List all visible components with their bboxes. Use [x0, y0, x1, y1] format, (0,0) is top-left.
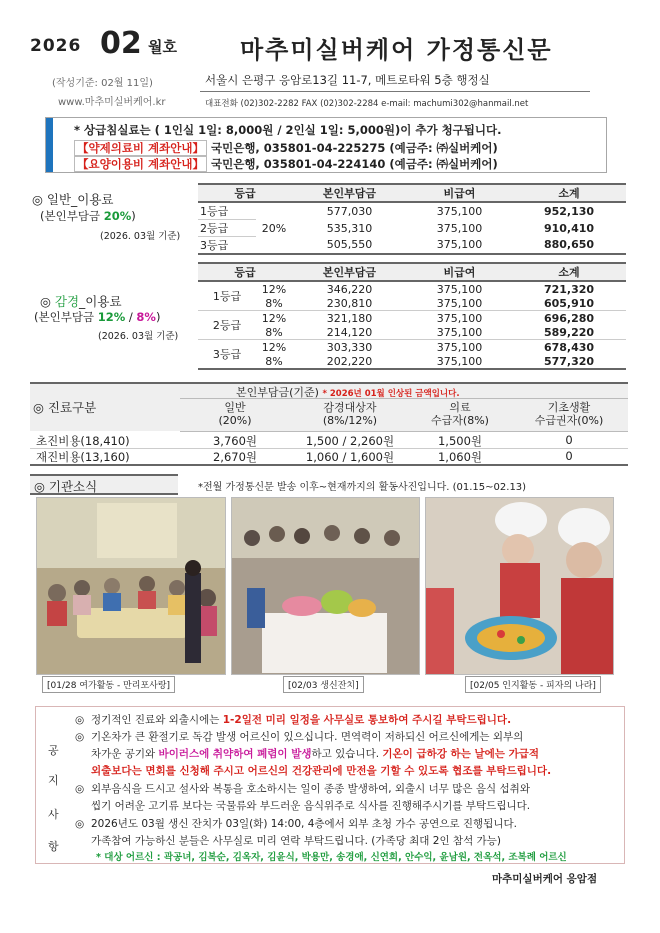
subtotal: 589,220 — [543, 325, 595, 339]
reduced-fee-table — [198, 262, 626, 370]
subtotal: 605,910 — [543, 296, 595, 310]
announcement-text: 바이러스에 취약하여 폐렴이 발생 — [158, 748, 312, 760]
reduced-fee-subtitle — [34, 309, 160, 325]
self-pay: 202,220 — [326, 354, 373, 368]
clinic-super-text: 본인부담금(기준) — [236, 386, 319, 399]
medicine-account-label: 【약제의료비 계좌안내】 — [74, 140, 207, 156]
photo-birthday — [231, 497, 420, 675]
grade: 1등급 — [198, 202, 256, 220]
announcement-line — [75, 763, 551, 778]
care-account-label: 【요양이용비 계좌안내】 — [74, 156, 207, 172]
announcement-text: 씹기 어려운 고기류 보다는 국물류와 부드러운 음식위주로 식사를 진행해주시기를 부탁드립니다. — [91, 800, 531, 812]
newsletter-year: 2026 — [30, 36, 82, 56]
announcement-bullet: ◎ — [75, 783, 85, 795]
newsletter-title: 마추미실버케어 가정통신문 — [240, 36, 553, 64]
self-pay: 505,550 — [326, 238, 373, 252]
clinic-val: 3,760원 — [212, 434, 258, 448]
side-char: 공 — [48, 744, 59, 757]
subtotal: 696,280 — [543, 311, 595, 325]
clinic-section — [30, 382, 628, 466]
subtotal: 577,320 — [543, 354, 595, 368]
non-covered: 375,100 — [436, 354, 483, 368]
announcement-line — [75, 798, 530, 813]
announcement-text: 하고 있습니다. — [311, 748, 383, 760]
clinic-row-label: 재진비용(13,160) — [36, 450, 130, 464]
table-row — [198, 354, 626, 369]
non-covered: 375,100 — [436, 238, 483, 252]
clinic-title: ◎ 진료구분 — [33, 400, 97, 415]
clinic-val: 1,500원 — [437, 434, 483, 448]
clinic-super-title — [236, 384, 460, 400]
medicine-account-text: 국민은행, 035801-04-225275 (예금주: ㈜실버케어) — [206, 141, 498, 155]
clinic-col-basic: 기초생활 수급권자(0%) — [534, 401, 604, 427]
reduced-sub-pct1: 12% — [97, 310, 126, 324]
clinic-super-note: * 2026년 01월 인상된 금액입니다. — [322, 389, 460, 399]
self-pay: 321,180 — [326, 311, 373, 325]
news-note: *전월 가정통신문 발송 이후~현재까지의 활동사진입니다. (01.15~02.13) — [198, 482, 527, 493]
subtotal: 880,650 — [543, 238, 595, 252]
contact-info: 대표전화 (02)302-2282 FAX (02)302-2284 e-mail: machumi302@hanmail.net — [205, 99, 529, 109]
clinic-val: 1,500 / 2,260원 — [305, 434, 395, 448]
announcement-text: 외부음식을 드시고 설사와 복통을 호소하시는 일이 종종 발생하여, 외출시 너무 많은 음식 섭취와 — [91, 783, 530, 795]
notice-box — [45, 117, 607, 173]
photo-leisure — [36, 497, 226, 675]
table-row — [198, 281, 626, 296]
col-non: 비급여 — [407, 263, 512, 281]
rate: 12% — [261, 311, 287, 325]
grade: 3등급 — [212, 348, 242, 361]
care-account-text: 국민은행, 035801-04-224140 (예금주: ㈜실버케어) — [206, 157, 498, 171]
table-row — [198, 296, 626, 311]
photo-cognitive-image — [426, 498, 613, 674]
news-title: ◎ 기관소식 — [34, 479, 98, 494]
subtotal: 678,430 — [543, 340, 595, 354]
side-char: 항 — [48, 840, 59, 853]
self-pay: 230,810 — [326, 296, 373, 310]
subtotal: 721,320 — [543, 282, 595, 296]
announcement-bullet: ◎ — [75, 714, 85, 726]
general-sub-pct: 20% — [103, 209, 132, 223]
col-total: 소계 — [512, 184, 626, 202]
subtotal: 910,410 — [543, 221, 595, 235]
self-pay: 535,310 — [326, 221, 373, 235]
footer-branch: 마추미실버케어 응암점 — [492, 873, 598, 885]
basis-date: (작성기준: 02월 11일) — [52, 78, 153, 89]
announcement-text: * 대상 어르신 : 곽공녀, 김복순, 김옥자, 김윤식, 박용만, 송경애, 신연희, 안수익, 윤남원, 전옥석, 조복례 어르신 — [96, 852, 567, 863]
reduced-sub-prefix: (본인부담금 — [34, 310, 98, 324]
table-row — [198, 325, 626, 340]
announcement-line — [75, 781, 530, 796]
rate: 12% — [261, 340, 287, 354]
reduced-sub-pct2: 8% — [136, 310, 156, 324]
general-fee-title: ◎ 일반_이용료 — [32, 192, 114, 207]
announcement-text: 차가운 공기와 — [91, 748, 159, 760]
reduced-sub-sep: / — [125, 310, 137, 324]
clinic-val: 1,060원 — [437, 450, 483, 464]
general-fee-header — [198, 184, 626, 202]
announcement-line — [75, 712, 511, 727]
announcement-text: 1-2일전 미리 일정을 사무실로 통보하여 주시길 부탁드립니다. — [222, 714, 512, 726]
rate: 12% — [261, 282, 287, 296]
grade: 2등급 — [198, 220, 256, 237]
side-char: 지 — [48, 774, 59, 787]
non-covered: 375,100 — [436, 340, 483, 354]
photo-cognitive — [425, 497, 614, 675]
rate: 8% — [265, 354, 283, 368]
clinic-col-reduced: 감경대상자 (8%/12%) — [322, 401, 378, 427]
announcement-bullet: ◎ — [75, 818, 85, 830]
photo-leisure-image — [37, 498, 225, 674]
clinic-val: 1,060 / 1,600원 — [305, 450, 395, 464]
grade: 2등급 — [198, 311, 256, 340]
medicine-account — [74, 140, 498, 156]
clinic-row-label: 초진비용(18,410) — [36, 434, 130, 448]
clinic-col-general: 일반 (20%) — [218, 401, 252, 427]
non-covered: 375,100 — [436, 204, 483, 218]
announcement-text: 외출보다는 면회를 신청해 주시고 어르신의 건강관리에 만전을 기할 수 있도록 협조를 부탁드립니다. — [91, 765, 552, 777]
general-fee-subtitle — [40, 208, 136, 224]
photo-caption-cognitive: [02/05 인지활동 - 피자의 나라] — [465, 676, 601, 693]
clinic-val: 0 — [565, 433, 573, 447]
self-pay: 214,120 — [326, 325, 373, 339]
self-pay: 346,220 — [326, 282, 373, 296]
non-covered: 375,100 — [436, 325, 483, 339]
announcement-text: 기온차가 큰 환절기로 독감 발생 어르신이 있으십니다. 면역력이 저하되신 어르신에게는 외부의 — [91, 731, 524, 743]
newsletter-month: 02 — [100, 26, 142, 61]
table-row — [198, 202, 626, 220]
subtotal: 952,130 — [543, 204, 595, 218]
announcement-line — [75, 833, 501, 848]
clinic-col-medical: 의료 수급자(8%) — [431, 401, 489, 427]
non-covered: 375,100 — [436, 221, 483, 235]
col-non: 비급여 — [407, 184, 512, 202]
announcement-line — [75, 729, 523, 744]
general-rate: 20% — [261, 221, 287, 235]
col-self: 본인부담금 — [292, 263, 407, 281]
announcement-line — [75, 746, 539, 761]
side-char: 사 — [48, 808, 59, 821]
grade: 3등급 — [200, 239, 229, 252]
non-covered: 375,100 — [436, 311, 483, 325]
announcement-text: 가족참여 가능하신 분들은 사무실로 미리 연락 부탁드립니다. (가족당 최대 2인 참석 가능) — [91, 835, 501, 847]
photo-caption-leisure: [01/28 여가활동 - 만리포사랑] — [42, 676, 175, 693]
reduced-title-suffix: _이용료 — [79, 294, 122, 309]
table-row — [30, 433, 628, 449]
reduced-fee-title — [40, 292, 122, 310]
website-link[interactable]: www.마추미실버케어.kr — [58, 97, 166, 108]
reduced-sub-suffix: ) — [155, 310, 161, 324]
self-pay: 577,030 — [326, 204, 373, 218]
announcement-line — [80, 849, 567, 863]
col-grade: 등급 — [198, 263, 292, 281]
newsletter-month-suffix: 월호 — [148, 38, 177, 56]
general-sub-suffix: ) — [131, 209, 136, 223]
clinic-val: 0 — [565, 449, 573, 463]
rate: 8% — [265, 325, 283, 339]
col-total: 소계 — [512, 263, 626, 281]
clinic-val: 2,670원 — [212, 450, 258, 464]
self-pay: 303,330 — [326, 340, 373, 354]
address: 서울시 은평구 응암로13길 11-7, 메트로타워 5층 행정실 — [205, 73, 490, 87]
table-row — [198, 311, 626, 326]
non-covered: 375,100 — [436, 282, 483, 296]
col-grade: 등급 — [198, 184, 292, 202]
col-self: 본인부담금 — [292, 184, 407, 202]
table-row — [30, 449, 628, 464]
photo-birthday-image — [232, 498, 419, 674]
grade: 1등급 — [198, 281, 256, 311]
reduced-fee-date: (2026. 03월 기준) — [98, 331, 179, 342]
photo-caption-birthday: [02/03 생신잔치] — [283, 676, 364, 693]
room-fee-notice: * 상급침실료는 ( 1인실 1일: 8,000원 / 2인실 1일: 5,000원)이 추가 청구됩니다. — [74, 123, 502, 137]
announcement-text: 2026년도 03월 생신 잔치가 03일(화) 14:00, 4층에서 외부 초청 가수 공연으로 진행됩니다. — [91, 818, 517, 830]
general-fee-table — [198, 183, 626, 255]
announcement-line — [75, 816, 517, 831]
non-covered: 375,100 — [436, 296, 483, 310]
reduced-title-accent: 감경 — [54, 294, 80, 309]
care-account — [74, 156, 498, 172]
announcement-text: 기온이 급하강 하는 날에는 가급적 — [382, 748, 540, 760]
table-row — [198, 340, 626, 355]
announcement-text: 정기적인 진료와 외출시에는 — [91, 714, 223, 726]
announcement-bullet: ◎ — [75, 731, 85, 743]
notice-accent-bar — [46, 118, 53, 172]
news-title-box — [30, 474, 178, 495]
reduced-fee-header — [198, 263, 626, 281]
general-fee-date: (2026. 03월 기준) — [100, 231, 181, 242]
header-rule — [200, 91, 590, 92]
general-sub-prefix: (본인부담금 — [40, 209, 104, 223]
rate: 8% — [265, 296, 283, 310]
reduced-title-prefix: ◎ — [40, 294, 55, 309]
